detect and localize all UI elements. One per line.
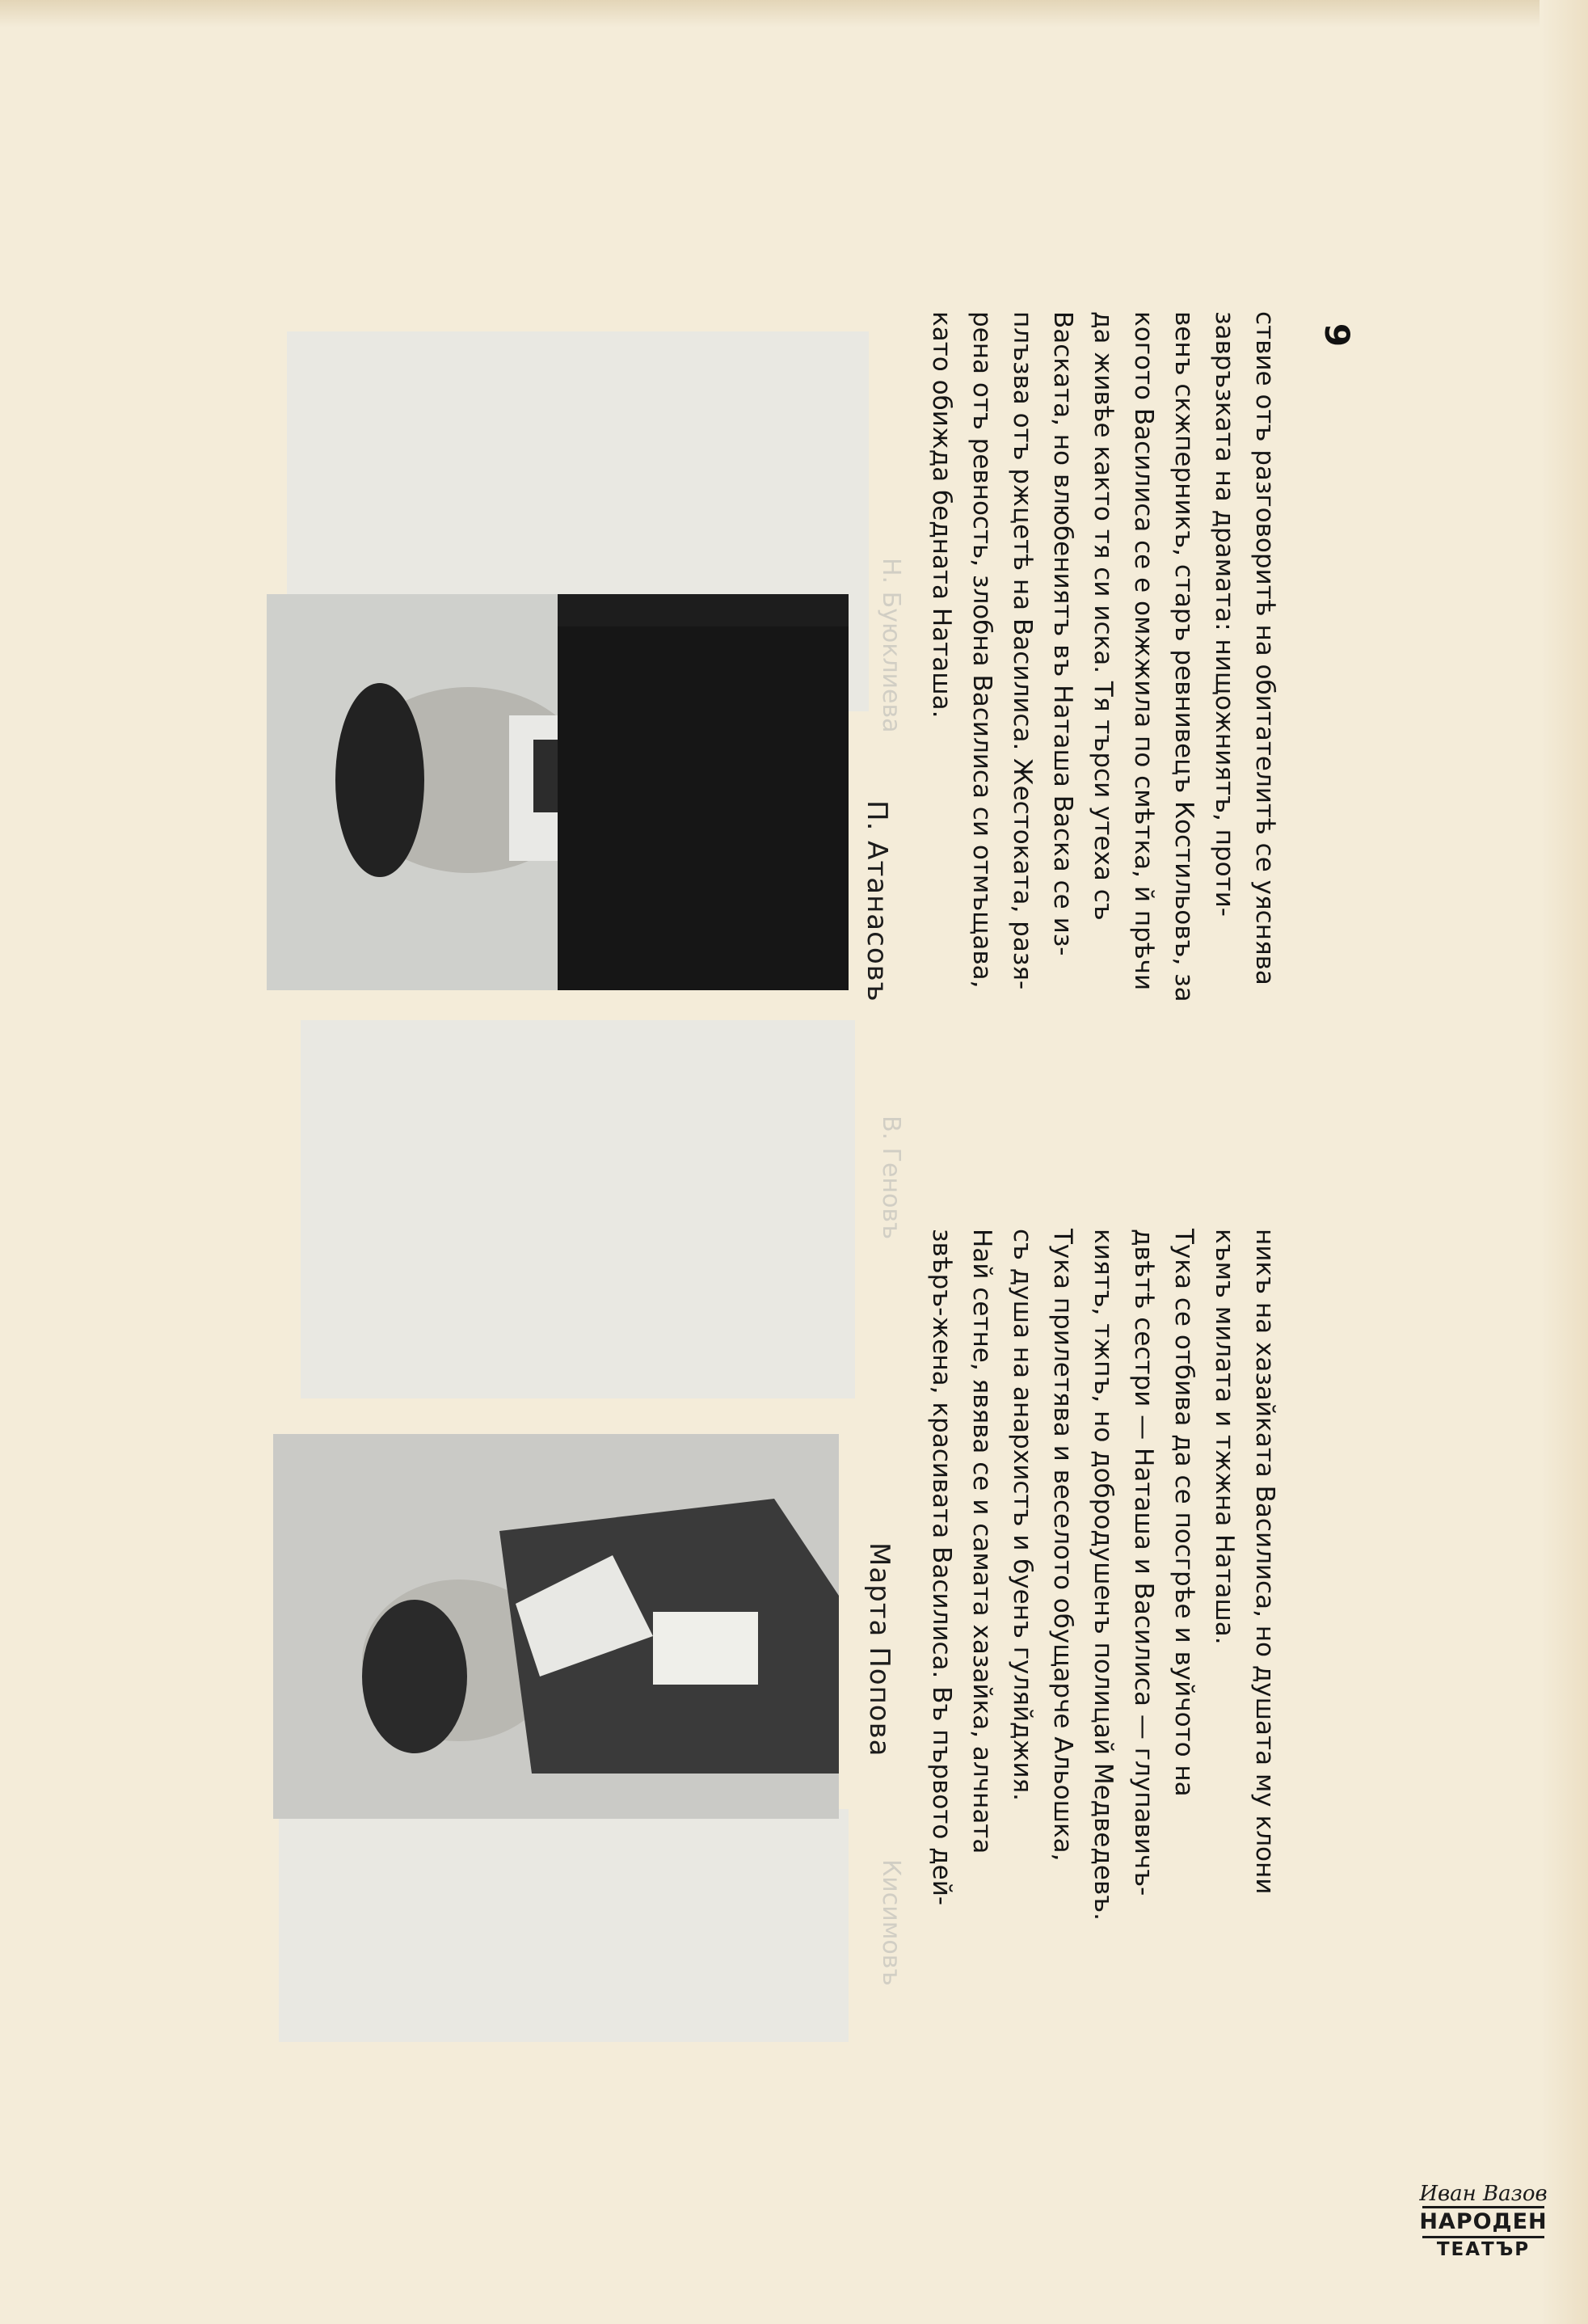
text-line: съ душа на анархистъ и буенъ гуляйджия. xyxy=(1008,1229,1037,1802)
text-line: ствие отъ разговоритѣ на обитателитѣ се уяснява xyxy=(1250,311,1279,985)
text-line: Тука прилетява и веселото обущарче Альошка, xyxy=(1048,1229,1077,1862)
ghost-photo-middle xyxy=(301,1020,855,1398)
text-line: плъзва отъ ржцетѣ на Василиса. Жестокaта, разя- xyxy=(1008,311,1037,990)
text-line: двѣтѣ сестри — Наташа и Василиса — глупавичъ- xyxy=(1129,1229,1158,1896)
text-line: венъ скжперникъ, старъ ревнивецъ Костильовъ, за xyxy=(1169,311,1198,1002)
text-line: къмъ милата и тжжна Наташа. xyxy=(1210,1229,1239,1645)
text-line: звѣръ-жена, красивата Василиса. Въ първото дей- xyxy=(927,1229,956,1906)
photo-atanasov xyxy=(267,594,849,990)
ghost-photo-bottom xyxy=(279,1809,849,2042)
logo-name-line1: НАРОДЕН xyxy=(1419,2209,1548,2234)
caption-atanasov: П. Атанасовъ xyxy=(861,800,893,1002)
text-line: Най сетне, явява се и самата хазайка, алчната xyxy=(967,1229,996,1854)
caption-popova: Марта Попова xyxy=(863,1542,895,1757)
portrait-man-image xyxy=(267,594,849,990)
text-column-left xyxy=(921,1229,1285,2053)
text-line: Васката, но влюбениятъ въ Наташа Васка се из- xyxy=(1048,311,1077,956)
text-column-right xyxy=(921,311,1285,1200)
page-number: 9 xyxy=(1317,323,1358,348)
text-line: никъ на хазайката Василиса, но душата му клони xyxy=(1250,1229,1279,1895)
logo-signature: Иван Вазов xyxy=(1419,2182,1548,2206)
text-line: киятъ, тжпъ, но добродушенъ полицай Медведевъ. xyxy=(1089,1229,1118,1921)
logo-rule xyxy=(1422,2206,1544,2208)
text-line: като обижда бедната Наташа. xyxy=(927,311,956,719)
photo-popova xyxy=(273,1434,839,1819)
page-right-edge xyxy=(1540,0,1588,2324)
text-line: завръзката на драмата: нищожниятъ, проти- xyxy=(1210,311,1239,917)
theatre-logo xyxy=(1413,2183,1554,2280)
text-line: когото Василиса се е омжжила по смѣтка, й прѣчи xyxy=(1129,311,1158,991)
ghost-caption-bottom: Кисимовъ xyxy=(877,1859,905,1986)
text-line: Тука се отбива да се посгрѣе и вуйчото на xyxy=(1169,1229,1198,1797)
logo-rule xyxy=(1422,2236,1544,2238)
logo-name-line2: ТЕАТЪР xyxy=(1436,2239,1531,2260)
text-line: да живѣе както тя си иска. Тя търси утеха съ xyxy=(1089,311,1118,921)
portrait-woman-image xyxy=(273,1434,839,1819)
ghost-caption-middle: В. Геновъ xyxy=(877,1116,905,1240)
ghost-caption-top: Н. Буюклиева xyxy=(877,558,905,733)
page-top-edge xyxy=(0,0,1588,27)
text-line: рена отъ ревность, злобна Василиса си отмъщава, xyxy=(967,311,996,989)
